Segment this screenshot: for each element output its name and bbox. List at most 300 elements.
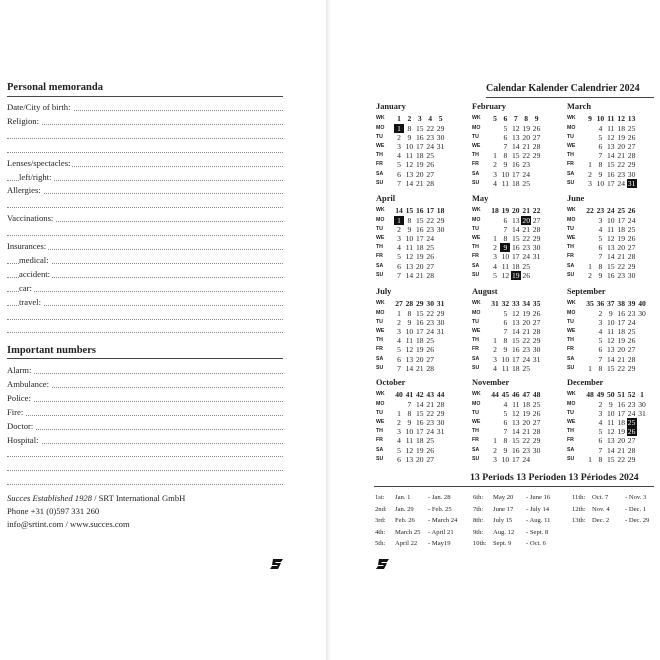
memo-line [7, 114, 283, 128]
calendar-day: 7 [397, 363, 401, 373]
email-web-text: info@srtint.com / www.succes.com [7, 519, 130, 529]
weekday-label: FR [472, 437, 479, 444]
week-number: 23 [596, 206, 605, 215]
calendar-day: 29 [436, 216, 445, 225]
calendar-day: 15 [416, 216, 424, 225]
calendar-day: 25 [522, 178, 530, 188]
period-end: - Oct. 6 [526, 540, 546, 548]
calendar-day: 27 [426, 169, 434, 179]
calendar-day: 8 [407, 309, 412, 318]
day-row [472, 179, 564, 188]
day-row [472, 364, 564, 373]
periods-title: 13 Periods 13 Perioden 13 Périodes 2024 [470, 472, 639, 483]
week-number: 40 [638, 299, 646, 308]
period-end: - Feb. 25 [428, 505, 452, 513]
weekday-label: WE [376, 143, 385, 150]
calendar-day: 14 [405, 178, 414, 188]
calendar-day: 16 [512, 445, 520, 455]
calendar-day: 30 [436, 418, 445, 428]
calendar-day: 2 [397, 225, 401, 235]
calendar-day: 21 [522, 225, 530, 235]
calendar-day: 3 [397, 234, 401, 244]
calendar-day: 9 [407, 418, 412, 428]
week-number: 24 [607, 206, 615, 215]
calendar-day: 25 [426, 336, 434, 346]
week-number: 52 [627, 390, 636, 399]
day-row [567, 418, 659, 427]
calendar-day: 16 [416, 225, 424, 235]
week-number: 45 [501, 390, 510, 399]
calendar-day: 19 [617, 336, 625, 346]
period-number: 8th: [473, 517, 484, 525]
calendar-day: 30 [627, 169, 636, 179]
weekday-label: WE [376, 235, 385, 242]
calendar-day: 26 [426, 160, 434, 170]
day-row [472, 436, 564, 445]
calendar-title-rule [486, 97, 654, 98]
calendar-day: 28 [426, 178, 434, 188]
weekday-label: SA [472, 355, 480, 362]
memo-label: accident: [19, 268, 51, 279]
calendar-day: 9 [503, 160, 508, 170]
calendar-day: 7 [503, 142, 508, 152]
week-number: 5 [438, 114, 443, 123]
calendar-day: 27 [426, 261, 434, 271]
day-row [376, 446, 468, 455]
left-page [0, 0, 328, 660]
week-number: 37 [607, 299, 615, 308]
weekday-label: TU [472, 134, 479, 141]
week-number: 6 [503, 114, 508, 123]
period-entry [375, 515, 470, 526]
calendar-day: 13 [607, 243, 615, 253]
calendar-day: 29 [627, 363, 636, 373]
calendar-day: 27 [627, 436, 636, 446]
calendar-day: 8 [598, 261, 603, 271]
period-end: - Jan. 28 [428, 494, 451, 501]
periods-title-rule [374, 486, 654, 487]
day-row [567, 160, 659, 169]
succes-logo-icon [270, 558, 284, 570]
calendar-day: 30 [638, 400, 646, 409]
weekday-label: TU [376, 134, 383, 141]
calendar-day: 6 [598, 345, 603, 355]
calendar-day: 28 [627, 151, 636, 161]
dotted-rule [7, 415, 283, 416]
calendar-day: 19 [416, 345, 424, 355]
calendar-day: 18 [416, 436, 424, 446]
calendar-day: 30 [436, 133, 445, 143]
calendar-day: 20 [617, 436, 625, 446]
calendar-day: 17 [512, 169, 520, 179]
calendar-day: 13 [405, 454, 414, 464]
weekday-label: TU [567, 319, 574, 326]
day-row [472, 318, 564, 327]
calendar-day: 5 [493, 270, 497, 280]
calendar-day: 14 [512, 142, 520, 152]
day-row [567, 243, 659, 252]
week-number: 1 [640, 390, 644, 399]
period-entry [375, 527, 470, 538]
period-start: June 17 [493, 505, 514, 513]
week-number: 8 [524, 114, 529, 123]
week-number: 46 [512, 390, 520, 399]
weekday-label: TU [376, 226, 383, 233]
calendar-day: 16 [416, 133, 424, 143]
week-label: WK [376, 391, 385, 397]
calendar-day: 12 [607, 336, 615, 346]
calendar-day: 27 [627, 345, 636, 355]
calendar-day: 5 [503, 124, 508, 133]
calendar-day: 25 [426, 243, 434, 253]
period-number: 13th: [572, 517, 586, 525]
calendar-day: 14 [607, 354, 615, 364]
weekday-label: TH [472, 152, 479, 159]
calendar-day: 5 [598, 427, 603, 437]
dotted-rule [7, 305, 283, 306]
week-number: 13 [627, 114, 636, 123]
calendar-day: 5 [397, 345, 401, 355]
week-number: 44 [491, 390, 499, 399]
week-label: WK [376, 115, 385, 121]
weekday-label: TU [472, 226, 479, 233]
important-number-line [7, 405, 283, 419]
calendar-day: 19 [617, 234, 625, 244]
calendar-day: 3 [598, 409, 603, 419]
weekday-label: WE [567, 419, 576, 426]
day-row [376, 318, 468, 327]
calendar-day: 10 [501, 169, 510, 179]
period-start: Aug. 12 [493, 528, 515, 536]
calendar-day: 27 [532, 418, 541, 428]
memo-label: travel: [19, 296, 41, 307]
calendar-day: 18 [617, 124, 625, 133]
memo-line [7, 156, 283, 170]
weekday-label: TU [376, 319, 383, 326]
day-row [472, 271, 564, 280]
weekday-label: SU [376, 179, 384, 186]
week-number: 25 [617, 206, 625, 215]
calendar-day: 3 [397, 427, 401, 437]
weekday-label: TH [376, 428, 383, 435]
day-row [376, 327, 468, 336]
calendar-day: 17 [416, 234, 424, 244]
calendar-day: 5 [503, 409, 508, 419]
week-number: 7 [513, 114, 518, 123]
calendar-day: 26 [426, 252, 434, 262]
day-row [376, 142, 468, 151]
calendar-day: 4 [493, 363, 497, 373]
week-number-row [567, 114, 659, 123]
calendar-day: 16 [607, 270, 615, 280]
calendar-day: 1 [493, 151, 497, 161]
calendar-day: 20 [522, 318, 530, 328]
week-number: 34 [522, 299, 530, 308]
dotted-rule [7, 373, 283, 374]
calendar-day: 13 [607, 345, 615, 355]
day-row [567, 355, 659, 364]
week-number: 15 [405, 206, 414, 215]
calendar-day: 25 [532, 400, 541, 409]
calendar-day: 11 [405, 243, 414, 253]
calendar-day: 23 [522, 345, 530, 355]
period-end: - Dec. 29 [625, 517, 650, 525]
dotted-rule [7, 138, 283, 139]
calendar-day: 11 [501, 363, 510, 373]
weekday-label: SA [376, 355, 384, 362]
weekday-label: TH [567, 428, 574, 435]
calendar-day: 8 [598, 454, 603, 464]
day-row [567, 252, 659, 261]
calendar-day: 15 [607, 160, 615, 170]
day-row [472, 336, 564, 345]
calendar-day: 7 [598, 445, 603, 455]
calendar-day: 10 [501, 252, 510, 262]
week-number-row [567, 206, 659, 215]
memo-line [7, 211, 283, 225]
day-row [567, 262, 659, 271]
calendar-day: 4 [598, 124, 603, 133]
weekday-label: TU [567, 226, 574, 233]
weekday-label: SA [472, 262, 480, 269]
important-number-label: Doctor: [7, 420, 34, 431]
calendar-day: 3 [493, 354, 497, 364]
calendar-day: 28 [532, 427, 541, 437]
calendar-day: 9 [407, 133, 412, 143]
calendar-day: 25 [522, 363, 530, 373]
calendar-day: 6 [503, 133, 508, 143]
calendar-day: 13 [405, 169, 414, 179]
calendar-day: 5 [397, 445, 401, 455]
day-row [472, 243, 564, 252]
week-number: 9 [534, 114, 539, 123]
day-row [376, 436, 468, 445]
day-row [567, 446, 659, 455]
weekday-label: SU [567, 364, 575, 371]
day-row [376, 262, 468, 271]
week-number: 2 [407, 114, 412, 123]
calendar-day: 7 [503, 225, 508, 235]
weekday-label: WE [472, 235, 481, 242]
memo-label: Allergies: [7, 185, 41, 196]
important-numbers-title: Important numbers [7, 345, 96, 356]
period-number: 11th: [572, 494, 586, 501]
calendar-day: 29 [532, 234, 541, 244]
day-row [567, 216, 659, 225]
day-row [472, 309, 564, 318]
calendar-day: 12 [607, 133, 615, 143]
calendar-day: 20 [416, 454, 424, 464]
period-number: 1st: [375, 494, 385, 501]
calendar-day: 28 [426, 363, 434, 373]
calendar-day: 11 [501, 178, 510, 188]
calendar-day: 31 [436, 327, 445, 337]
calendar-day: 27 [426, 454, 434, 464]
day-row [376, 170, 468, 179]
highlighted-calendar-day: 26 [627, 427, 636, 437]
day-row [376, 418, 468, 427]
day-row [567, 133, 659, 142]
important-number-line [7, 363, 283, 377]
week-label: WK [567, 115, 576, 121]
period-start: Nov. 4 [592, 505, 610, 513]
calendar-day: 5 [598, 234, 603, 244]
important-number-line [7, 419, 283, 433]
calendar-day: 26 [627, 336, 636, 346]
calendar-day: 10 [405, 427, 414, 437]
week-number-row [376, 114, 468, 123]
important-numbers-title-rule [7, 358, 283, 359]
weekday-label: SU [567, 179, 575, 186]
calendar-day: 21 [617, 151, 625, 161]
calendar-day: 24 [522, 454, 530, 464]
week-number: 44 [436, 390, 445, 399]
calendar-day: 2 [493, 345, 497, 355]
weekday-label: FR [567, 253, 574, 260]
calendar-day: 30 [532, 243, 541, 253]
weekday-label: TU [567, 410, 574, 417]
calendar-day: 10 [607, 216, 615, 225]
calendar-day: 4 [397, 151, 401, 161]
day-row [376, 252, 468, 261]
calendar-day: 21 [522, 327, 530, 337]
calendar-day: 29 [627, 454, 636, 464]
week-number: 18 [436, 206, 445, 215]
calendar-day: 23 [617, 270, 625, 280]
calendar-day: 19 [416, 252, 424, 262]
memo-line [7, 183, 283, 197]
month-name: April [376, 194, 396, 203]
calendar-day: 6 [397, 454, 401, 464]
weekday-label: FR [376, 161, 383, 168]
week-number: 17 [426, 206, 434, 215]
month-name: January [376, 102, 406, 111]
calendar-day: 1 [588, 454, 592, 464]
dotted-rule [7, 484, 283, 485]
week-number: 5 [493, 114, 497, 123]
day-row [567, 409, 659, 418]
weekday-label: TH [567, 152, 574, 159]
day-row [567, 400, 659, 409]
calendar-day: 14 [607, 151, 615, 161]
week-label: WK [567, 300, 576, 306]
calendar-day: 2 [397, 318, 401, 328]
period-end: - March 24 [428, 517, 458, 525]
memo-line [7, 197, 283, 211]
weekday-label: SU [472, 455, 480, 462]
calendar-day: 25 [627, 327, 636, 337]
calendar-day: 7 [503, 427, 508, 437]
calendar-day: 21 [426, 400, 434, 409]
weekday-label: SU [472, 179, 480, 186]
calendar-day: 12 [405, 160, 414, 170]
calendar-day: 13 [512, 133, 520, 143]
phone-text: Phone +31 (0)597 331 260 [7, 506, 100, 516]
calendar-day: 11 [607, 418, 615, 428]
important-number-label: Hospital: [7, 434, 39, 445]
period-start: Jan. 1 [395, 494, 411, 501]
week-number: 22 [586, 206, 594, 215]
calendar-day: 22 [426, 309, 434, 318]
calendar-day: 28 [627, 354, 636, 364]
calendar-day: 24 [426, 327, 434, 337]
week-number: 20 [512, 206, 520, 215]
calendar-day: 24 [617, 178, 625, 188]
period-entry [473, 504, 568, 515]
week-number-row [376, 206, 468, 215]
week-number: 29 [416, 299, 424, 308]
calendar-day: 9 [407, 225, 412, 235]
calendar-day: 17 [617, 409, 625, 419]
period-end: - July 14 [526, 505, 550, 513]
day-row [376, 400, 468, 409]
weekday-label: SA [567, 262, 575, 269]
calendar-day: 27 [532, 318, 541, 328]
weekday-label: TH [376, 244, 383, 251]
calendar-day: 6 [503, 418, 508, 428]
weekday-label: TH [376, 337, 383, 344]
week-number: 27 [395, 299, 403, 308]
highlighted-calendar-day: 1 [394, 216, 404, 225]
calendar-day: 15 [512, 234, 520, 244]
calendar-day: 1 [588, 363, 592, 373]
weekday-label: FR [376, 437, 383, 444]
calendar-day: 25 [627, 225, 636, 235]
important-number-label: Alarm: [7, 365, 32, 375]
calendar-day: 20 [617, 142, 625, 152]
calendar-day: 18 [512, 261, 520, 271]
calendar-day: 31 [436, 142, 445, 152]
calendar-day: 4 [397, 436, 401, 446]
day-row [567, 309, 659, 318]
period-start: March 25 [395, 528, 421, 536]
calendar-day: 4 [493, 178, 497, 188]
calendar-day: 1 [588, 261, 592, 271]
calendar-day: 8 [407, 216, 412, 225]
calendar-day: 1 [493, 336, 497, 346]
calendar-day: 2 [493, 243, 497, 253]
calendar-day: 15 [607, 261, 615, 271]
week-number: 22 [532, 206, 541, 215]
calendar-day: 16 [416, 418, 424, 428]
calendar-day: 1 [397, 309, 401, 318]
calendar-day: 27 [627, 142, 636, 152]
month-name: May [472, 194, 489, 203]
calendar-day: 6 [598, 436, 603, 446]
calendar-day: 20 [416, 261, 424, 271]
day-row [567, 151, 659, 160]
dotted-rule [7, 332, 283, 333]
calendar-day: 17 [617, 318, 625, 328]
weekday-label: TU [567, 134, 574, 141]
important-number-label: Ambulance: [7, 378, 49, 389]
calendar-day: 7 [598, 354, 603, 364]
week-number-row [567, 390, 659, 399]
calendar-day: 10 [405, 142, 414, 152]
calendar-day: 30 [436, 225, 445, 235]
calendar-day: 4 [598, 225, 603, 235]
calendar-day: 9 [407, 318, 412, 328]
weekday-label: MO [567, 125, 576, 131]
calendar-day: 14 [512, 427, 520, 437]
day-row [472, 252, 564, 261]
calendar-day: 25 [522, 261, 530, 271]
calendar-day: 8 [503, 234, 508, 244]
calendar-day: 17 [617, 216, 625, 225]
week-number: 38 [617, 299, 625, 308]
calendar-day: 29 [627, 160, 636, 170]
calendar-day: 13 [405, 354, 414, 364]
